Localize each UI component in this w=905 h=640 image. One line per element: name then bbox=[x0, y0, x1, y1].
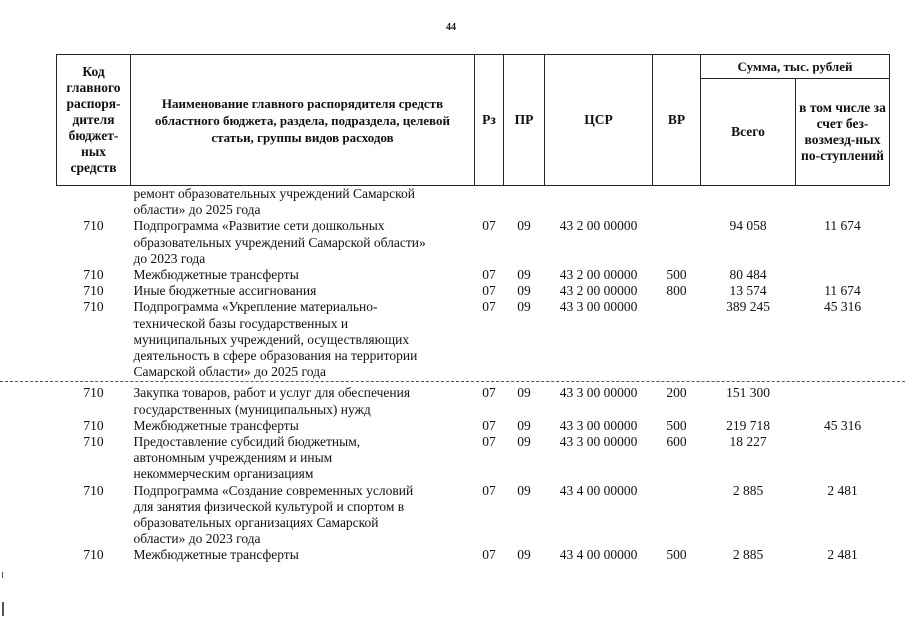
name-line: Подпрограмма «Развитие сети дошкольных bbox=[133, 218, 385, 234]
cell-csr: 43 2 00 00000 bbox=[559, 267, 638, 283]
name-line: некоммерческим организациям bbox=[133, 466, 314, 482]
cell-pr bbox=[504, 186, 545, 219]
name-line: ремонт образовательных учреждений Самарской bbox=[133, 186, 415, 201]
cell-csr bbox=[545, 186, 653, 219]
cell-rz: 07 bbox=[482, 434, 496, 450]
cell-csr: 43 4 00 00000 bbox=[559, 482, 638, 498]
cell-pr: 09 bbox=[517, 299, 531, 315]
cell-incl bbox=[796, 380, 890, 417]
name-line: Межбюджетные трансферты bbox=[133, 547, 299, 563]
cell-code bbox=[57, 186, 131, 219]
cell-csr: 43 2 00 00000 bbox=[559, 218, 638, 234]
cell-vr: 200 bbox=[666, 385, 687, 401]
cell-code: 710 bbox=[83, 547, 104, 563]
cell-rz: 07 bbox=[482, 385, 496, 401]
name-line: до 2023 года bbox=[133, 250, 206, 266]
cell-csr: 43 3 00 00000 bbox=[559, 299, 638, 315]
cell-name bbox=[131, 547, 475, 563]
cell-total: 389 245 bbox=[726, 299, 770, 315]
cell-code: 710 bbox=[83, 283, 104, 299]
cell-pr: 09 bbox=[517, 434, 531, 450]
cell-code: 710 bbox=[83, 267, 104, 283]
cell-name bbox=[131, 186, 475, 219]
cell-pr: 09 bbox=[517, 267, 531, 283]
header-sum: Сумма, тыс. рублей bbox=[701, 55, 890, 79]
cell-csr: 43 3 00 00000 bbox=[559, 385, 638, 401]
cell-rz: 07 bbox=[482, 299, 496, 315]
cell-rz bbox=[475, 186, 504, 219]
cell-incl: 11 674 bbox=[824, 218, 861, 234]
header-name: Наименование главного распорядителя средств областного бюджета, раздела, подраздела, целевой статьи, группы видов расходов bbox=[131, 55, 475, 186]
cell-vr: 500 bbox=[666, 417, 687, 433]
cell-total: 94 058 bbox=[729, 218, 767, 234]
cell-name bbox=[131, 299, 475, 380]
cell-name bbox=[131, 434, 475, 483]
name-line: Иные бюджетные ассигнования bbox=[133, 283, 317, 299]
table-body bbox=[57, 186, 890, 564]
cell-code: 710 bbox=[83, 218, 104, 234]
name-line: Межбюджетные трансферты bbox=[133, 267, 299, 283]
scan-mark bbox=[2, 572, 3, 578]
cell-code: 710 bbox=[83, 417, 104, 433]
cell-total bbox=[701, 186, 796, 219]
cell-rz: 07 bbox=[482, 218, 496, 234]
table-row bbox=[57, 547, 890, 563]
cell-name bbox=[131, 418, 475, 434]
cell-code: 710 bbox=[83, 385, 104, 401]
cell-pr: 09 bbox=[517, 547, 531, 563]
name-line: Подпрограмма «Укрепление материально- bbox=[133, 299, 378, 315]
cell-csr: 43 4 00 00000 bbox=[559, 547, 638, 563]
table-row bbox=[57, 267, 890, 283]
cell-vr: 500 bbox=[666, 547, 687, 563]
cell-code: 710 bbox=[83, 299, 104, 315]
cell-pr: 09 bbox=[517, 417, 531, 433]
cell-pr: 09 bbox=[517, 218, 531, 234]
cell-incl: 45 316 bbox=[823, 299, 862, 315]
cell-name bbox=[131, 380, 475, 417]
cell-vr bbox=[653, 186, 701, 219]
header-pr: ПР bbox=[504, 55, 545, 186]
cell-name bbox=[131, 283, 475, 299]
cell-code: 710 bbox=[83, 434, 104, 450]
scan-mark bbox=[2, 602, 4, 616]
name-line: автономным учреждениям и иным bbox=[133, 450, 333, 466]
name-line: муниципальных учреждений, осуществляющих bbox=[133, 331, 410, 347]
name-line: Закупка товаров, работ и услуг для обеспечения bbox=[133, 385, 411, 401]
cell-vr bbox=[653, 299, 701, 380]
name-line: области» до 2025 года bbox=[133, 202, 261, 218]
budget-table bbox=[56, 54, 890, 564]
cell-incl bbox=[796, 186, 890, 219]
cell-csr: 43 3 00 00000 bbox=[559, 434, 638, 450]
header-rz: Рз bbox=[475, 55, 504, 186]
table-row bbox=[57, 218, 890, 267]
cell-incl: 45 316 bbox=[823, 417, 862, 433]
cell-csr: 43 2 00 00000 bbox=[559, 283, 638, 299]
page-number: 44 bbox=[446, 22, 456, 33]
cell-pr: 09 bbox=[517, 482, 531, 498]
name-line: для занятия физической культурой и спортом в bbox=[133, 498, 405, 514]
cell-incl: 11 674 bbox=[824, 283, 861, 299]
header-total: Всего bbox=[701, 79, 796, 186]
cell-name bbox=[131, 267, 475, 283]
cell-rz: 07 bbox=[482, 417, 496, 433]
table-row bbox=[57, 186, 890, 219]
cell-vr bbox=[653, 218, 701, 267]
cell-name bbox=[131, 483, 475, 548]
header-incl: в том числе за счет без-возмезд-ных по-ступлений bbox=[796, 79, 890, 186]
cell-vr bbox=[653, 483, 701, 548]
header-vr: ВР bbox=[653, 55, 701, 186]
cell-rz: 07 bbox=[482, 283, 496, 299]
name-line: Самарской области» до 2025 года bbox=[133, 364, 326, 380]
table-row bbox=[57, 380, 890, 417]
name-line: области» до 2023 года bbox=[133, 531, 261, 547]
table-row bbox=[57, 299, 890, 380]
cell-vr: 500 bbox=[666, 267, 687, 283]
name-line: образовательных организациях Самарской bbox=[133, 515, 379, 531]
header-csr: ЦСР bbox=[545, 55, 653, 186]
table-row bbox=[57, 283, 890, 299]
scan-fold-line bbox=[0, 381, 905, 382]
cell-incl bbox=[796, 434, 890, 483]
cell-code: 710 bbox=[83, 482, 104, 498]
name-line: Межбюджетные трансферты bbox=[133, 417, 299, 433]
name-line: Предоставление субсидий бюджетным, bbox=[133, 434, 361, 450]
cell-total: 13 574 bbox=[729, 283, 767, 299]
cell-rz: 07 bbox=[482, 482, 496, 498]
cell-total: 2 885 bbox=[732, 482, 764, 498]
name-line: образовательных учреждений Самарской области» bbox=[133, 234, 426, 250]
table-row bbox=[57, 483, 890, 548]
cell-rz: 07 bbox=[482, 547, 496, 563]
cell-vr: 600 bbox=[666, 434, 687, 450]
cell-vr: 800 bbox=[666, 283, 687, 299]
table-row bbox=[57, 434, 890, 483]
cell-pr: 09 bbox=[517, 283, 531, 299]
cell-total: 151 300 bbox=[726, 385, 770, 401]
cell-incl: 2 481 bbox=[827, 482, 858, 498]
cell-total: 80 484 bbox=[729, 267, 767, 283]
cell-total: 219 718 bbox=[726, 417, 770, 433]
cell-pr: 09 bbox=[517, 385, 531, 401]
name-line: деятельность в сфере образования на территории bbox=[133, 348, 418, 364]
cell-total: 18 227 bbox=[729, 434, 767, 450]
table-row bbox=[57, 418, 890, 434]
cell-incl: 2 481 bbox=[827, 547, 858, 563]
cell-csr: 43 3 00 00000 bbox=[559, 417, 638, 433]
header-row bbox=[57, 55, 890, 79]
name-line: Подпрограмма «Создание современных условий bbox=[133, 482, 414, 498]
name-line: технической базы государственных и bbox=[133, 315, 349, 331]
cell-incl bbox=[796, 267, 890, 283]
cell-name bbox=[131, 218, 475, 267]
header-code: Код главного распоря-дителя бюджет-ных средств bbox=[57, 55, 131, 186]
cell-total: 2 885 bbox=[732, 547, 764, 563]
name-line: государственных (муниципальных) нужд bbox=[133, 401, 371, 417]
cell-rz: 07 bbox=[482, 267, 496, 283]
